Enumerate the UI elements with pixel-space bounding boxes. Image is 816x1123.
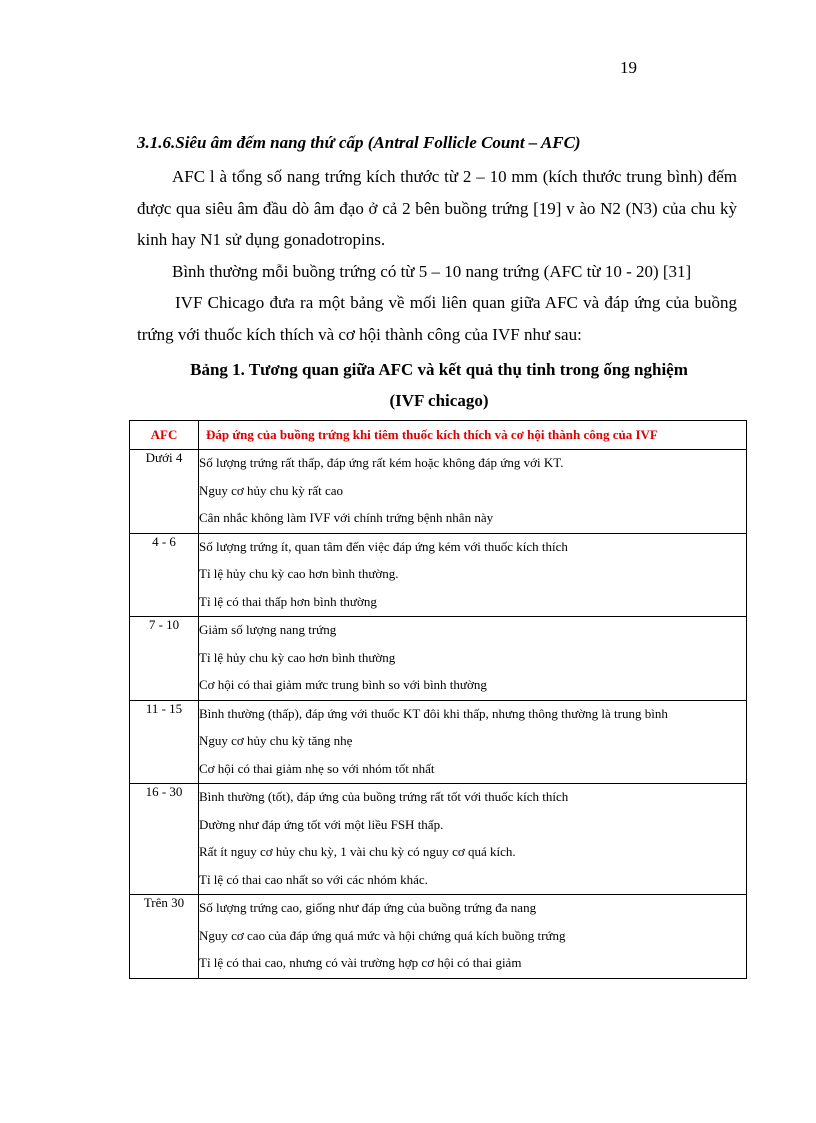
afc-range-cell: 7 - 10 [130, 617, 199, 701]
response-line: Số lượng trứng cao, giống như đáp ứng của buồng trứng đa nang [199, 900, 537, 915]
response-line: Cân nhắc không làm IVF với chính trứng bệnh nhân này [199, 510, 494, 525]
response-line: Rất ít nguy cơ hủy chu kỳ, 1 vài chu kỳ có nguy cơ quá kích. [199, 844, 516, 859]
response-line: Giảm số lượng nang trứng [199, 622, 337, 637]
table-row [130, 895, 747, 979]
response-line: Tỉ lệ hủy chu kỳ cao hơn bình thường [199, 649, 396, 665]
response-cell [199, 533, 747, 617]
response-cell [199, 895, 747, 979]
section-heading: 3.1.6.Siêu âm đếm nang thứ cấp (Antral Follicle Count – AFC) [137, 133, 581, 152]
afc-range-cell: Dưới 4 [130, 450, 199, 534]
table-header-row [130, 421, 747, 450]
response-line: Số lượng trứng ít, quan tâm đến việc đáp ứng kém với thuốc kích thích [199, 538, 568, 554]
paragraph-afc-definition: AFC l à tổng số nang trứng kích thước từ 2 – 10 mm (kích thước trung bình) đếm được qua siêu âm đầu dò âm đạo ở cả 2 bên buồng trứng [19] v ào N2 (N3) của chu kỳ kinh hay N1 sử dụng gonadotropins. [137, 167, 737, 249]
response-cell [199, 784, 747, 895]
response-line: Bình thường (thấp), đáp ứng với thuốc KT đôi khi thấp, nhưng thông thường là trung bình [199, 705, 668, 721]
table-row [130, 700, 747, 784]
response-line: Tỉ lệ có thai cao nhất so với các nhóm khác. [199, 871, 428, 887]
header-response: Đáp ứng của buồng trứng khi tiêm thuốc kích thích và cơ hội thành công của IVF [199, 421, 747, 450]
afc-range-cell: 11 - 15 [130, 700, 199, 784]
table-title-line-2: (IVF chicago) [389, 391, 489, 410]
afc-range-cell: 4 - 6 [130, 533, 199, 617]
table-title [130, 354, 748, 416]
page-number: 19 [620, 58, 637, 77]
response-line: Nguy cơ cao của đáp ứng quá mức và hội chứng quá kích buồng trứng [199, 927, 566, 943]
response-line: Dường như đáp ứng tốt với một liều FSH thấp. [199, 816, 444, 832]
paragraph-ivf-chicago: IVF Chicago đưa ra một bảng về mối liên quan giữa AFC và đáp ứng của buồng trứng với thuốc kích thích và cơ hội thành công của IVF như sau: [137, 293, 737, 344]
response-line: Tỉ lệ có thai cao, nhưng có vài trường hợp cơ hội có thai giảm [199, 955, 522, 970]
table-row [130, 617, 747, 701]
response-line: Nguy cơ hủy chu kỳ tăng nhẹ [199, 733, 353, 748]
header-afc: AFC [130, 421, 199, 450]
response-line: Cơ hội có thai giảm mức trung bình so với bình thường [199, 677, 487, 692]
response-cell [199, 700, 747, 784]
table-row [130, 450, 747, 534]
response-line: Bình thường (tốt), đáp ứng của buồng trứng rất tốt với thuốc kích thích [199, 789, 569, 804]
response-line: Cơ hội có thai giảm nhẹ so với nhóm tốt nhất [199, 760, 435, 776]
paragraph-normal-range: Bình thường mỗi buồng trứng có từ 5 – 10 nang trứng (AFC từ 10 - 20) [31] [172, 262, 692, 281]
afc-range-cell: 16 - 30 [130, 784, 199, 895]
afc-range-cell: Trên 30 [130, 895, 199, 979]
response-line: Số lượng trứng rất thấp, đáp ứng rất kém hoặc không đáp ứng với KT. [199, 455, 564, 470]
response-line: Tỉ lệ hủy chu kỳ cao hơn bình thường. [199, 566, 399, 581]
response-cell [199, 617, 747, 701]
table-title-line-1: Bảng 1. Tương quan giữa AFC và kết quả thụ tinh trong ống nghiệm [190, 360, 688, 379]
response-cell [199, 450, 747, 534]
response-line: Nguy cơ hủy chu kỳ rất cao [199, 482, 344, 498]
response-line: Tỉ lệ có thai thấp hơn bình thường [199, 593, 377, 609]
table-row [130, 533, 747, 617]
table-row [130, 784, 747, 895]
afc-table [129, 420, 747, 979]
